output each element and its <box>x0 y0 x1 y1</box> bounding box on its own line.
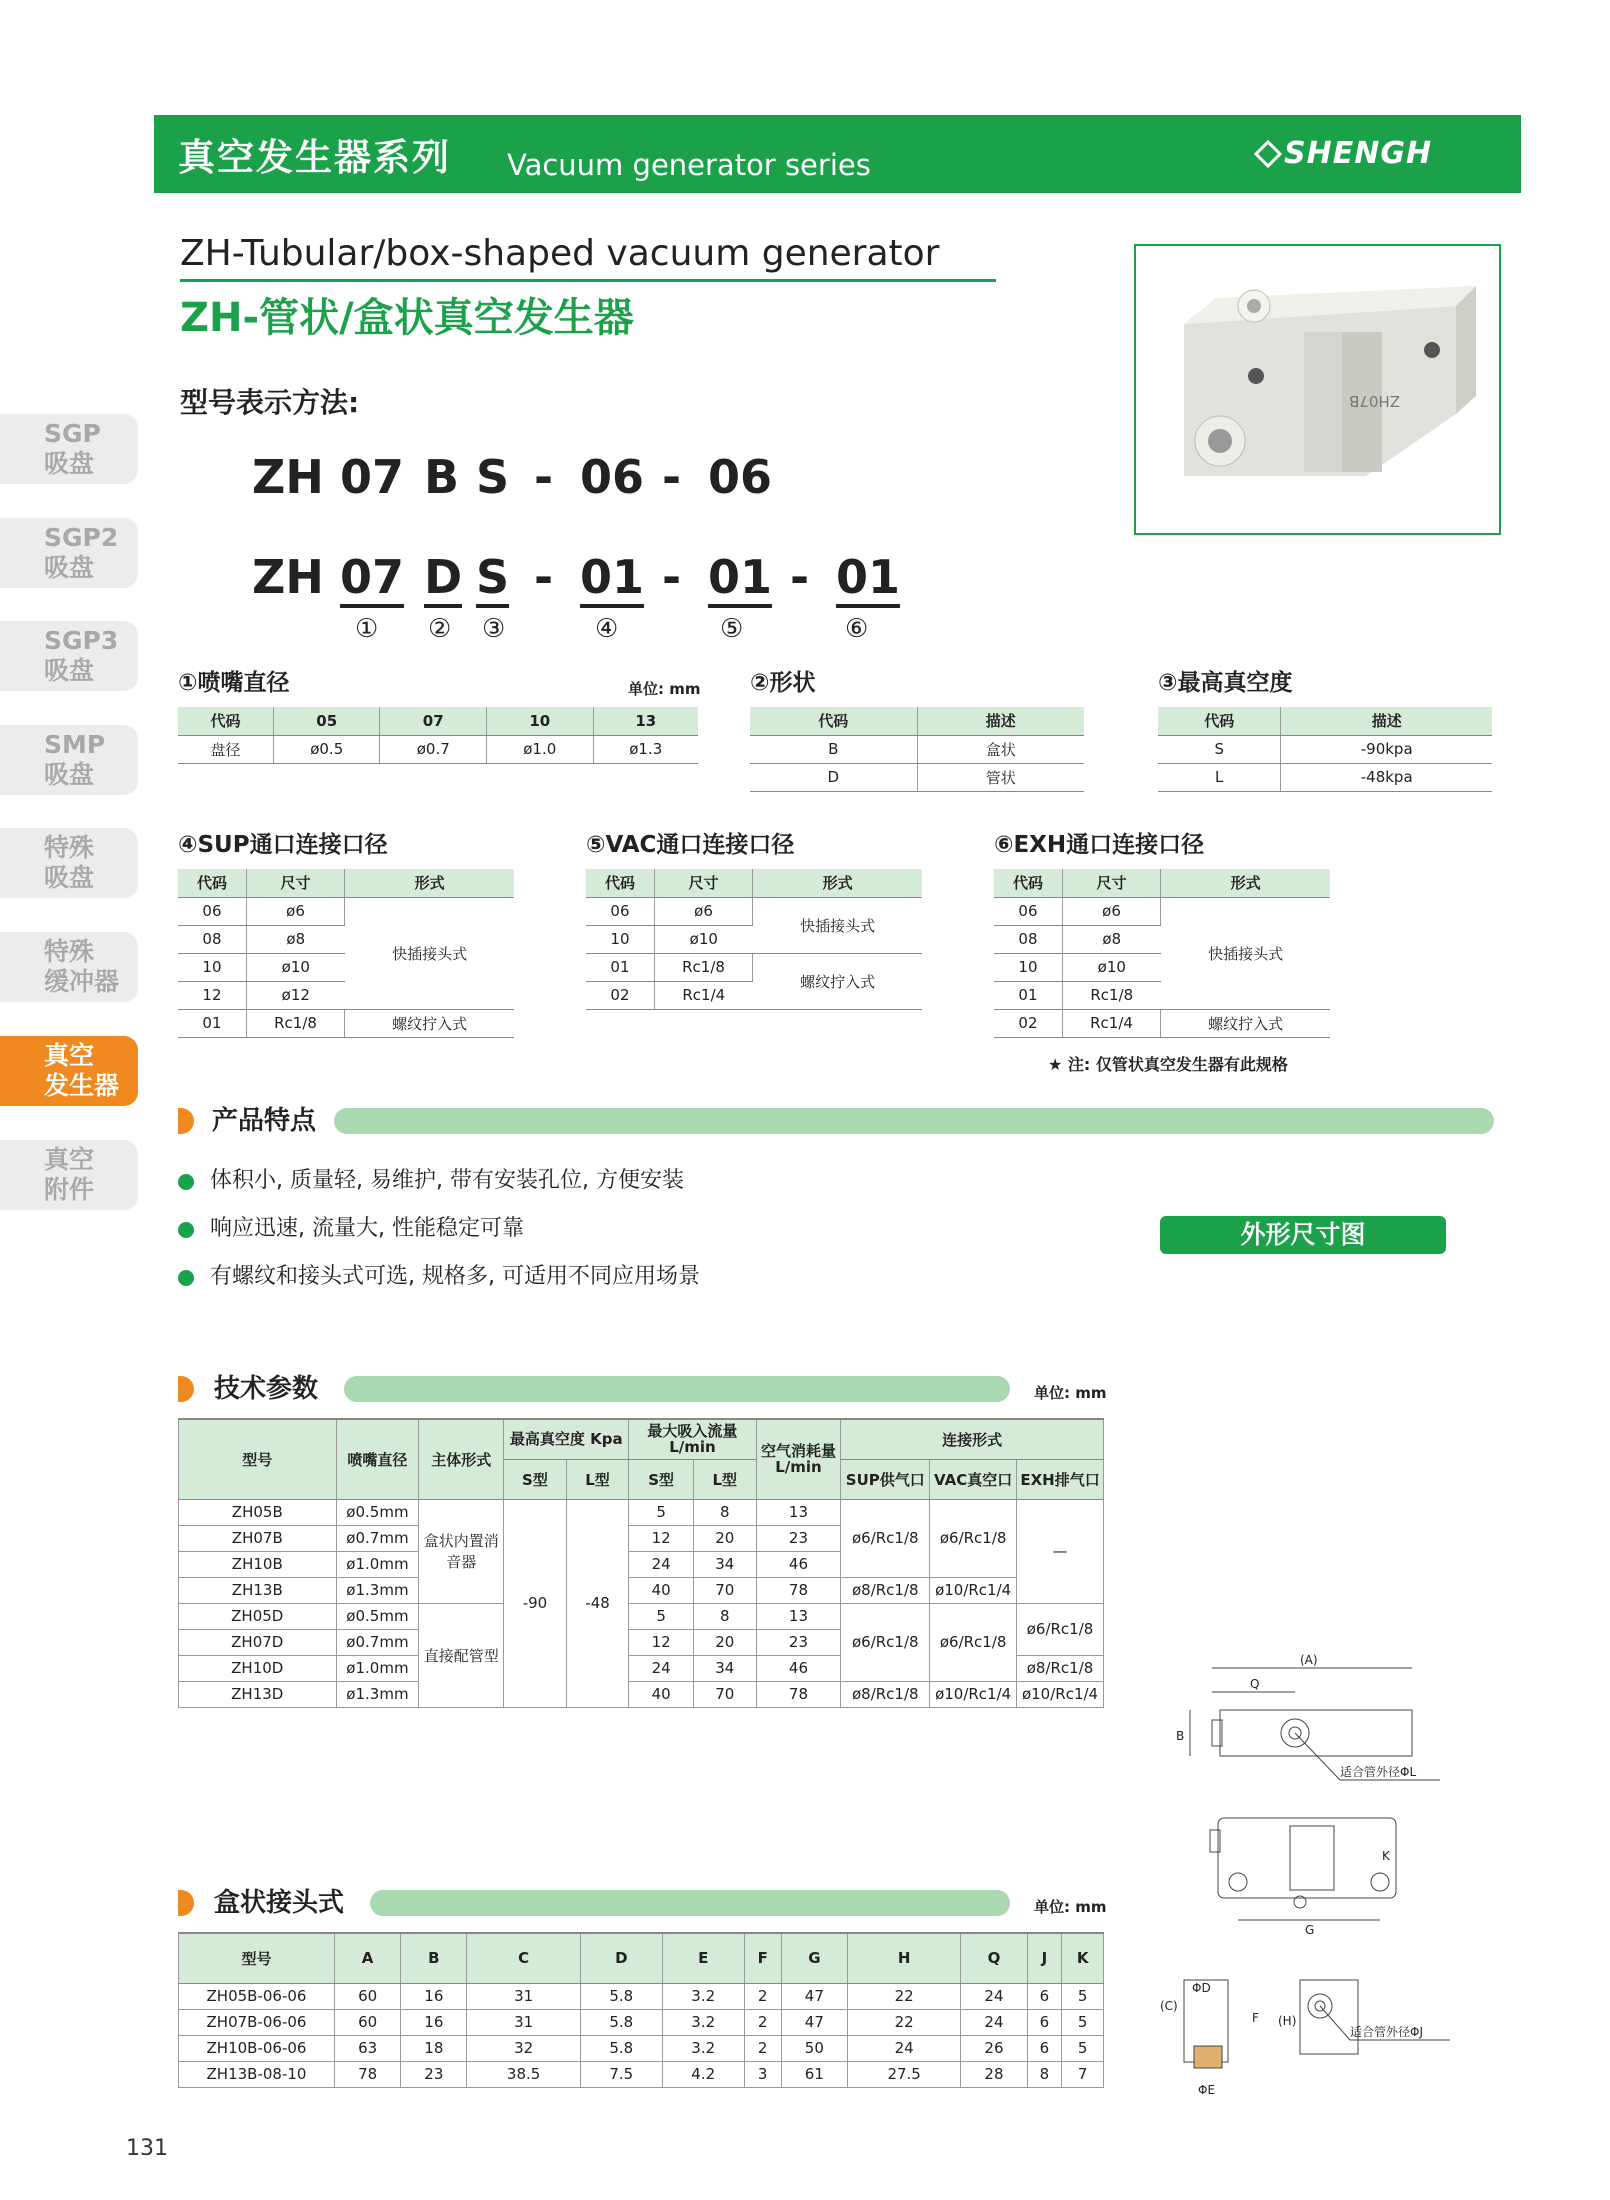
svg-text:适合管外径ΦJ: 适合管外径ΦJ <box>1350 2025 1423 2039</box>
circle-2: ② <box>428 614 452 644</box>
model-code-box: ZH 07 B S - 06 - 06 <box>252 450 773 504</box>
section-marker-icon <box>178 1890 194 1916</box>
features-bar <box>334 1108 1494 1134</box>
t5-title: ⑤VAC通口连接口径 <box>586 832 795 858</box>
brand-logo: SHENGH <box>1258 135 1498 173</box>
product-photo <box>1134 244 1501 535</box>
max-vacuum-table: 代码 描述 S -90kpa L -48kpa <box>1158 707 1492 792</box>
header-title-en: Vacuum generator series <box>507 148 871 182</box>
circle-3: ③ <box>482 614 506 644</box>
svg-text:Q: Q <box>1250 1677 1260 1691</box>
box-bar <box>370 1890 1010 1916</box>
section-marker-icon <box>178 1108 194 1134</box>
bullet-icon <box>178 1270 194 1286</box>
exh-note: ★ 注: 仅管状真空发生器有此规格 <box>1048 1055 1288 1074</box>
box-dimension-table: 型号 A B C D E F G H Q J K ZH05B-06-06 60 16 31 5.8 3.2 2 47 22 24 6 5 ZH07B-06-06 60 16 31 5.8 3.2 2 47 22 24 6 5 ZH10B-06-06 63 18 32 5.8 3.2 2 50 24 26 6 5 ZH13B-08-10 78 23 38.5 7.5 4.2 3 61 27.5 28 8 7 <box>178 1932 1104 2088</box>
shape-table: 代码 描述 B 盒状 D 管状 <box>750 707 1084 792</box>
section-marker-icon <box>178 1376 194 1402</box>
bullet-icon <box>178 1222 194 1238</box>
circle-5: ⑤ <box>720 614 744 644</box>
sidebar-item-sgp3[interactable]: SGP3 吸盘 <box>0 621 138 691</box>
sidebar-item-sgp2[interactable]: SGP2 吸盘 <box>0 518 138 588</box>
header-title-cn: 真空发生器系列 <box>178 136 451 179</box>
svg-text:(H): (H) <box>1278 2014 1297 2028</box>
title-en: ZH-Tubular/box-shaped vacuum generator <box>180 233 996 282</box>
model-notation-heading: 型号表示方法: <box>180 386 360 419</box>
spec-title: 技术参数 <box>214 1374 319 1404</box>
feature-item: 体积小, 质量轻, 易维护, 带有安装孔位, 方便安装 <box>210 1168 684 1193</box>
sidebar-item-vacuum-accessory[interactable]: 真空 附件 <box>0 1140 138 1210</box>
box-unit: 单位: mm <box>1034 1898 1107 1916</box>
feature-item: 响应迅速, 流量大, 性能稳定可靠 <box>210 1216 524 1241</box>
dimension-drawing <box>1150 1650 1550 2110</box>
t2-title: ②形状 <box>750 670 816 696</box>
circle-4: ④ <box>595 614 619 644</box>
sidebar-item-sgp[interactable]: SGP 吸盘 <box>0 414 138 484</box>
features-title: 产品特点 <box>212 1106 317 1136</box>
svg-text:B: B <box>1176 1729 1185 1743</box>
bullet-icon <box>178 1174 194 1190</box>
t4-title: ④SUP通口连接口径 <box>178 832 388 858</box>
t1-title: ①喷嘴直径 <box>178 670 290 696</box>
svg-text:(C): (C) <box>1160 1999 1178 2013</box>
svg-text:(A): (A) <box>1300 1653 1318 1667</box>
model-code-tube: ZH 07 D S - 01 - 01 - 01 <box>252 550 932 612</box>
t1-unit: 单位: mm <box>628 680 701 698</box>
sidebar-item-vacuum-generator[interactable]: 真空 发生器 <box>0 1036 138 1106</box>
spec-bar <box>344 1376 1010 1402</box>
svg-text:F: F <box>1252 2011 1259 2025</box>
page-number: 131 <box>126 2136 168 2161</box>
dimension-drawing-button[interactable]: 外形尺寸图 <box>1160 1216 1446 1254</box>
title-cn: ZH-管状/盒状真空发生器 <box>180 295 634 341</box>
box-title: 盒状接头式 <box>214 1888 345 1918</box>
nozzle-table: 代码 05 07 10 13 盘径 ø0.5 ø0.7 ø1.0 ø1.3 <box>178 707 698 764</box>
feature-item: 有螺纹和接头式可选, 规格多, 可适用不同应用场景 <box>210 1264 700 1289</box>
sidebar-item-special-cup[interactable]: 特殊 吸盘 <box>0 828 138 898</box>
sup-port-table: 代码 尺寸 形式 06 ø6 快插接头式 08 ø8 10 ø10 12 ø12 01 Rc1/8 螺纹拧入式 <box>178 869 514 1038</box>
spec-unit: 单位: mm <box>1034 1384 1107 1402</box>
spec-table: 型号 喷嘴直径 主体形式 最高真空度 Kpa 最大吸入流量 L/min 空气消耗量 L/min 连接形式 S型 L型 S型 L型 SUP供气口 VAC真空口 EXH排气口 ZH05B ø0.5mm 盒状内置消音器 -90 -48 5 8 13 ø6/Rc1/8 ø6/Rc1/8 — ZH07B ø0.7mm 12 20 23 ZH10B ø1.0mm 24 34 46 ZH13B ø1.3mm 40 70 78 ø8/Rc1/8 ø10/Rc1/4 ZH05D ø0.5mm 直接配管型 5 8 13 ø6/Rc1/8 ø6/Rc1/8 ø6/Rc1/8 ZH07D ø0.7mm 12 20 23 ZH10D ø1.0mm 24 34 46 ø8/Rc1/8 ZH13D ø1.3mm 40 70 78 ø8/Rc1/8 ø10/Rc1/4 ø10/Rc1/4 <box>178 1418 1104 1708</box>
sidebar-item-smp[interactable]: SMP 吸盘 <box>0 725 138 795</box>
exh-port-table: 代码 尺寸 形式 06 ø6 快插接头式 08 ø8 10 ø10 01 Rc1/8 02 Rc1/4 螺纹拧入式 <box>994 869 1330 1038</box>
t3-title: ③最高真空度 <box>1158 670 1293 696</box>
svg-text:ΦE: ΦE <box>1198 2083 1216 2097</box>
diamond-icon <box>1254 140 1282 168</box>
vac-port-table: 代码 尺寸 形式 06 ø6 快插接头式 10 ø10 01 Rc1/8 螺纹拧入式 02 Rc1/4 <box>586 869 922 1010</box>
sidebar-item-buffer[interactable]: 特殊 缓冲器 <box>0 932 138 1002</box>
circle-6: ⑥ <box>845 614 869 644</box>
svg-text:适合管外径ΦL: 适合管外径ΦL <box>1340 1765 1417 1779</box>
svg-text:K: K <box>1382 1849 1390 1863</box>
svg-text:G: G <box>1305 1923 1315 1937</box>
circle-1: ① <box>355 614 379 644</box>
svg-text:ZH07B: ZH07B <box>1349 392 1400 410</box>
svg-text:ΦD: ΦD <box>1192 1981 1211 1995</box>
t6-title: ⑥EXH通口连接口径 <box>994 832 1205 858</box>
